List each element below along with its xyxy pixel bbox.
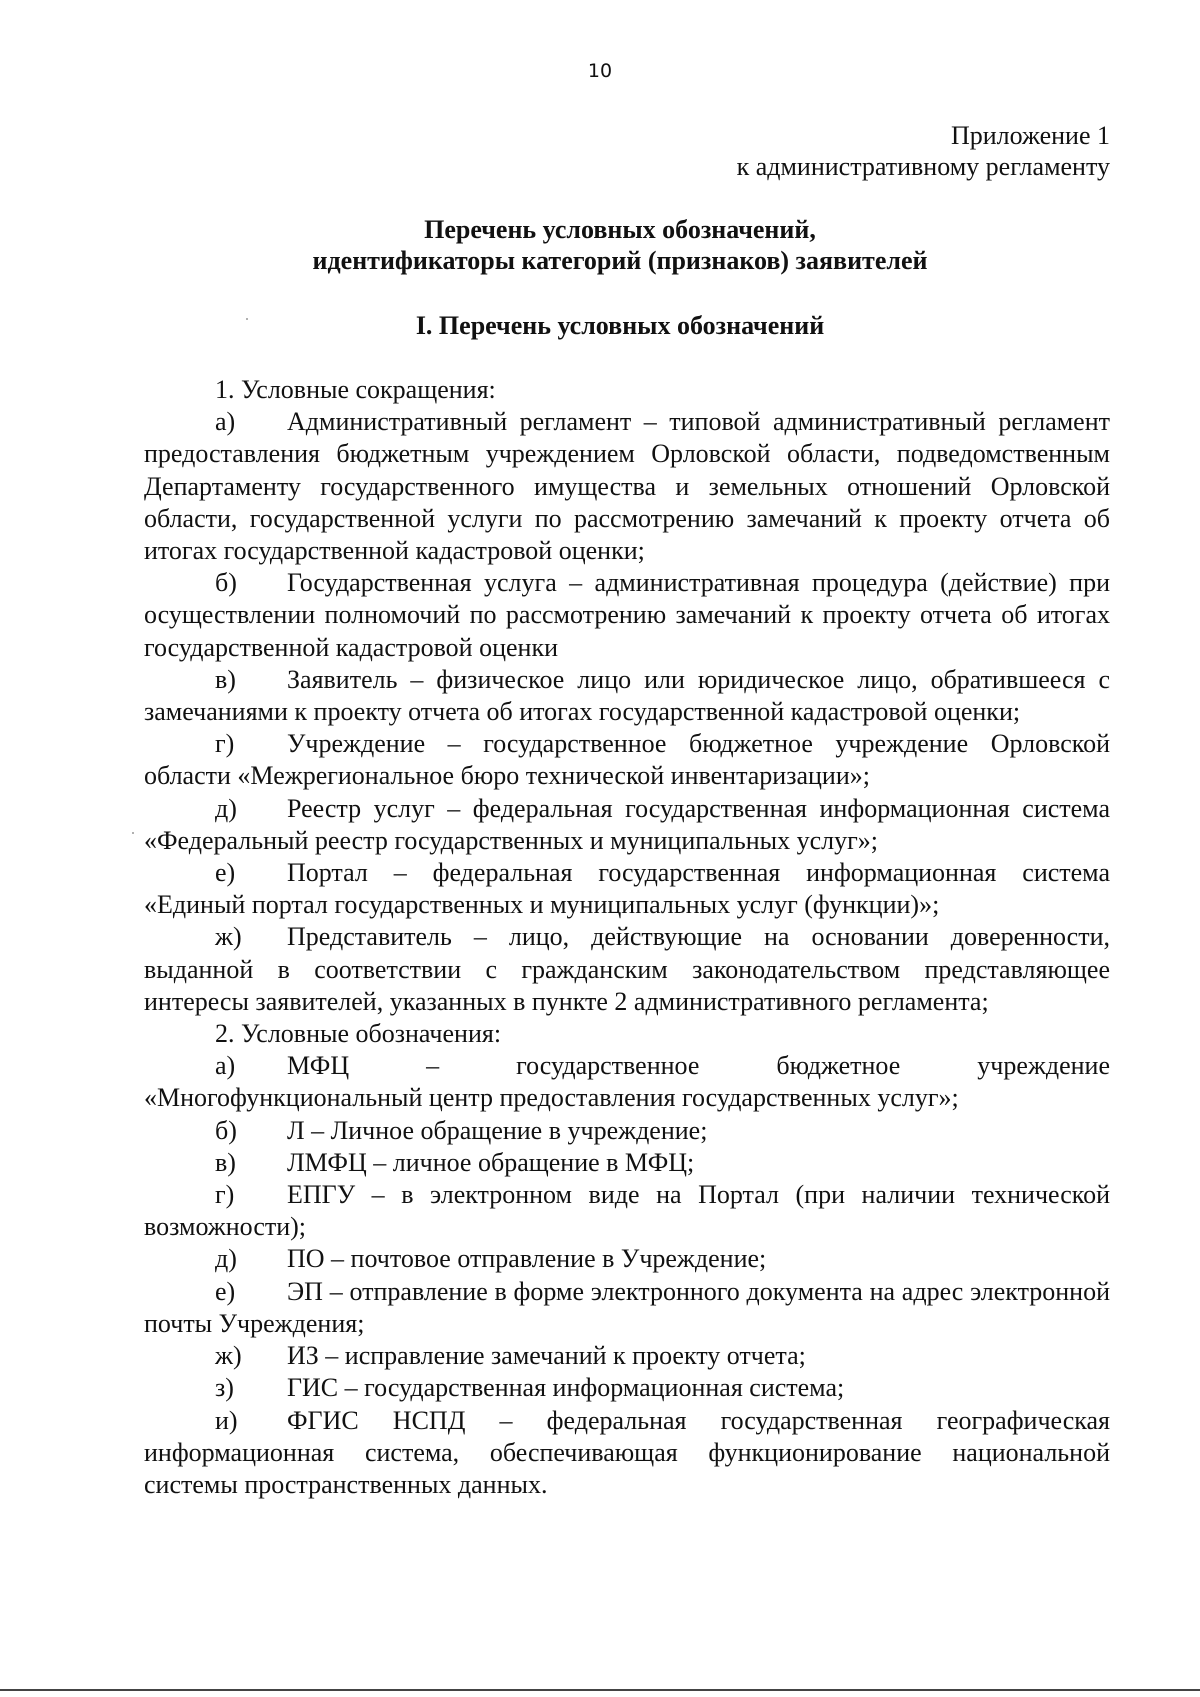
list-item bbox=[144, 664, 1110, 728]
document-title bbox=[140, 214, 1100, 276]
item-text: Учреждение – государственное бюджетное учреждение Орловской области «Межрегиональное бюро технической инвентаризации»; bbox=[144, 729, 1110, 791]
item-text: ПО – почтовое отправление в Учреждение; bbox=[287, 1244, 767, 1274]
item-text: Реестр услуг – федеральная государственная информационная система «Федеральный реестр государственных и муниципальных услуг»; bbox=[144, 793, 1110, 855]
item-letter: а) bbox=[215, 1051, 236, 1081]
scan-speck bbox=[132, 832, 134, 834]
item-text: Государственная услуга – административная процедура (действие) при осуществлении полномочий по рассмотрению замечаний к проекту отчета об итогах государственной кадастровой оценки bbox=[144, 568, 1110, 662]
item-text: МФЦ – государственное бюджетное учреждение «Многофункциональный центр предоставления государственных услуг»; bbox=[144, 1051, 1110, 1113]
list-item bbox=[144, 1115, 1110, 1147]
item-letter: д) bbox=[215, 793, 237, 823]
list-item bbox=[144, 1276, 1110, 1340]
item-letter: д) bbox=[215, 1244, 237, 1274]
item-text: Заявитель – физическое лицо или юридическое лицо, обратившееся с замечаниями к проекту отчета об итогах государственной кадастровой оценки; bbox=[144, 664, 1110, 727]
item-text: ЕПГУ – в электронном виде на Портал (при наличии технической возможности); bbox=[144, 1180, 1110, 1242]
item-text: ИЗ – исправление замечаний к проекту отчета; bbox=[287, 1341, 806, 1371]
list-item bbox=[144, 857, 1110, 921]
designations-list bbox=[144, 1050, 1110, 1501]
item-letter: и) bbox=[215, 1405, 238, 1435]
item-letter: в) bbox=[215, 664, 236, 694]
scan-speck bbox=[246, 318, 248, 320]
abbreviations-heading: 1. Условные сокращения: bbox=[215, 375, 496, 404]
designations-heading: 2. Условные обозначения: bbox=[215, 1019, 502, 1049]
item-text: ЛМФЦ – личное обращение в МФЦ; bbox=[287, 1147, 695, 1177]
item-letter: е) bbox=[215, 858, 236, 888]
item-letter: в) bbox=[215, 1147, 236, 1177]
page-number: 10 bbox=[587, 60, 613, 82]
list-item bbox=[144, 1243, 1110, 1275]
item-letter: б) bbox=[215, 568, 237, 598]
item-letter: а) bbox=[215, 407, 236, 437]
list-item bbox=[144, 1372, 1110, 1404]
bottom-rule bbox=[0, 1689, 1200, 1691]
item-letter: з) bbox=[215, 1373, 234, 1403]
abbreviations-list bbox=[144, 406, 1110, 1018]
document-title-line-1: Перечень условных обозначений, bbox=[424, 215, 816, 244]
document-body bbox=[144, 374, 1110, 1501]
item-text: Административный регламент – типовой административный регламент предоставления бюджетным учреждением Орловской области, подведомственным Департаменту государственного имущества и земельных отношений Орловской области, государственной услуги по рассмотрению замечаний к проекту отчета об итогах государственной кадастровой оценки; bbox=[144, 407, 1110, 566]
document-title-line-2: идентификаторы категорий (признаков) заявителей bbox=[312, 246, 928, 275]
list-item bbox=[144, 1405, 1110, 1502]
section-title: I. Перечень условных обозначений bbox=[415, 311, 825, 340]
item-letter: е) bbox=[215, 1276, 236, 1306]
item-letter: ж) bbox=[215, 922, 242, 952]
item-letter: б) bbox=[215, 1115, 237, 1145]
appendix-note bbox=[737, 120, 1110, 182]
item-text: Представитель – лицо, действующие на основании доверенности, выданной в соответствии с гражданским законодательством представляющее интересы заявителей, указанных в пункте 2 административного регламента; bbox=[144, 922, 1110, 1016]
item-text: Портал – федеральная государственная информационная система «Единый портал государственных и муниципальных услуг (функции)»; bbox=[144, 858, 1110, 920]
item-text: ФГИС НСПД – федеральная государственная географическая информационная система, обеспечивающая функционирование национальной системы пространственных данных. bbox=[144, 1405, 1110, 1499]
list-item bbox=[144, 406, 1110, 567]
list-item bbox=[144, 1147, 1110, 1179]
list-item bbox=[144, 1340, 1110, 1372]
item-text: Л – Личное обращение в учреждение; bbox=[287, 1115, 708, 1145]
item-letter: г) bbox=[215, 729, 235, 759]
item-letter: г) bbox=[215, 1180, 235, 1210]
list-item bbox=[144, 728, 1110, 792]
list-item bbox=[144, 1179, 1110, 1243]
list-item bbox=[144, 567, 1110, 664]
list-item bbox=[144, 793, 1110, 857]
item-letter: ж) bbox=[215, 1341, 242, 1371]
item-text: ЭП – отправление в форме электронного документа на адрес электронной почты Учреждения; bbox=[144, 1276, 1110, 1338]
item-text: ГИС – государственная информационная система; bbox=[287, 1373, 845, 1403]
appendix-line-2: к административному регламенту bbox=[736, 152, 1110, 181]
list-item bbox=[144, 1050, 1110, 1114]
list-item bbox=[144, 921, 1110, 1018]
appendix-line-1: Приложение 1 bbox=[950, 121, 1110, 150]
